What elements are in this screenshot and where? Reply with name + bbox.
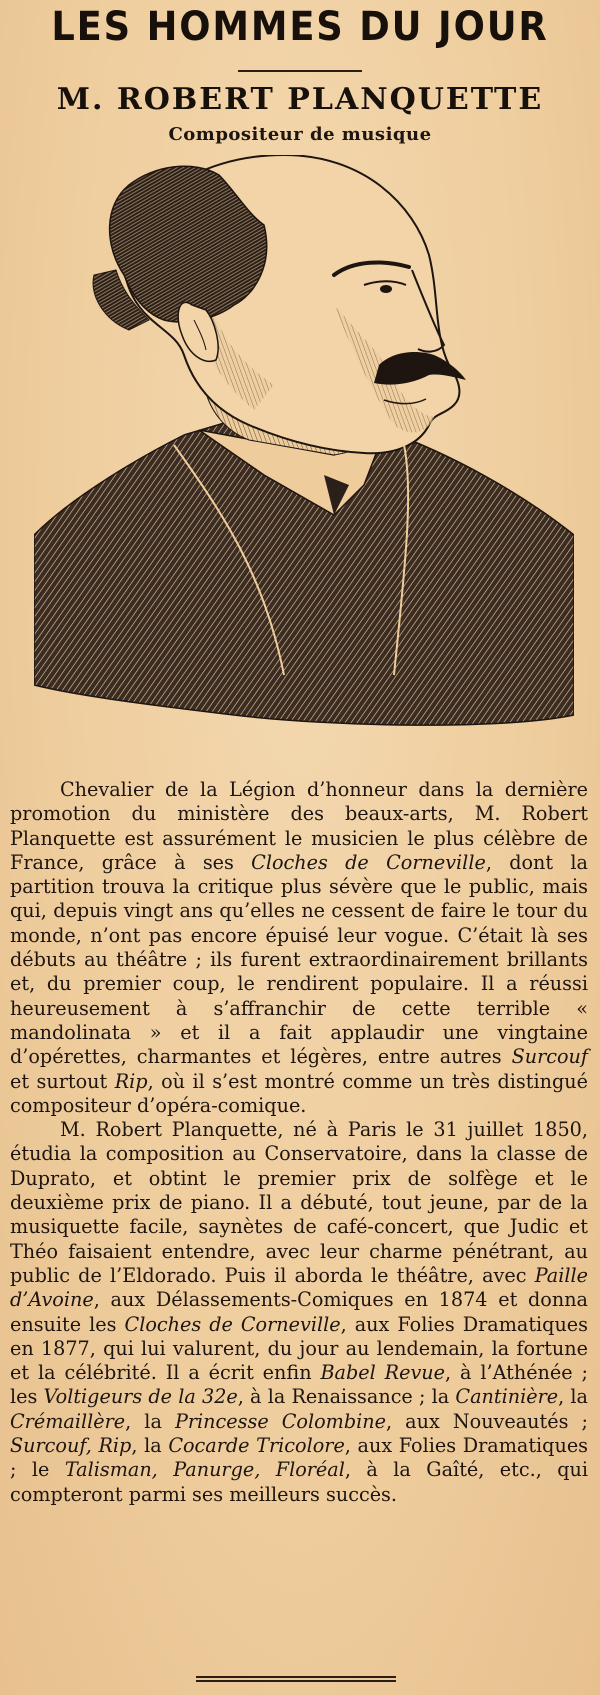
subject-profession: Compositeur de musique xyxy=(168,124,432,145)
work-title: Cloches de Corneville xyxy=(124,1312,341,1336)
work-title: Rip xyxy=(114,1069,148,1093)
work-title: Crémaillère xyxy=(10,1409,126,1433)
text-run: , dont la partition trouva la critique plus sévère que le public, mais qui, depuis vingt ans qu’elles ne cessent de faire le tour du monde, n’ont pas encore épuisé leur vogue. C’était là ses débuts au théâtre ; ils furent extraordinairement brillants et, du premier coup, le rendirent populaire. Il a réussi heureusement à s’affranchir de cette terrible « mandolinata » et il a fait applaudir une vingtaine d’opérettes, charmantes et légères, entre autres xyxy=(10,850,588,1069)
text-run: M. Robert Planquette, né à Paris le 31 juillet 1850, étudia la composition au Conservatoire, dans la classe de Duprato, et obtint le premier prix de solfège et le deuxième prix de piano. Il a débuté, tout jeune, par de la musiquette facile, saynètes de café-concert, que Judic et Théo faisaient entendre, avec leur charme pénétrant, au public de l’Eldorado. Puis il aborda le théâtre, avec xyxy=(10,1118,588,1287)
text-run: , aux Folies Dramatiques ; le xyxy=(10,1434,589,1482)
text-run: , la xyxy=(131,1434,169,1458)
end-rule xyxy=(196,1676,396,1682)
section-title: LES HOMMES DU JOUR xyxy=(51,4,549,50)
work-title: Cloches de Corneville xyxy=(251,850,486,874)
article-paragraph-1 xyxy=(10,778,588,1118)
text-run: , aux Délassements-Comiques en 1874 et donna ensuite les xyxy=(10,1288,588,1336)
work-title: Surcouf, Rip xyxy=(10,1434,132,1458)
text-run: , la xyxy=(125,1409,175,1433)
text-run: , aux Nouveautés ; xyxy=(386,1409,588,1433)
text-run: , à la Renaissance ; la xyxy=(237,1385,456,1409)
work-title: Voltigeurs de la 32e xyxy=(43,1385,238,1409)
text-run: Chevalier de la Légion d’honneur dans la dernière promotion du ministère des beaux-arts, M. Robert Planquette est assurément le musicien le plus célèbre de France, grâce à ses xyxy=(10,778,588,874)
work-title: Surcouf xyxy=(511,1045,588,1069)
work-title: Babel Revue xyxy=(320,1361,446,1385)
text-run: et surtout xyxy=(10,1069,115,1093)
work-title: Talisman, Panurge, Floréal xyxy=(64,1458,345,1482)
work-title: Princesse Colombine xyxy=(174,1409,386,1433)
subject-name: M. ROBERT PLANQUETTE xyxy=(56,82,544,117)
portrait-engraving-icon xyxy=(34,155,574,775)
text-run: , à l’Athénée ; les xyxy=(10,1361,588,1409)
title-divider xyxy=(238,70,362,72)
work-title: Cantinière xyxy=(455,1385,559,1409)
text-run: , à la Gaîté, etc., qui compteront parmi ses meilleurs succès. xyxy=(10,1458,589,1506)
text-run: , où il s’est montré comme un très distingué compositeur d’opéra-comique. xyxy=(10,1069,588,1117)
text-run: , la xyxy=(558,1385,588,1409)
article-body xyxy=(10,778,588,1507)
work-title: Cocarde Tricolore xyxy=(168,1434,345,1458)
text-run: , aux Folies Dramatiques en 1877, qui lui valurent, du jour au lendemain, la fortune et la célébrité. Il a écrit enfin xyxy=(10,1312,589,1385)
article-paragraph-2 xyxy=(10,1118,588,1507)
work-title: Paille d’Avoine xyxy=(10,1263,588,1312)
